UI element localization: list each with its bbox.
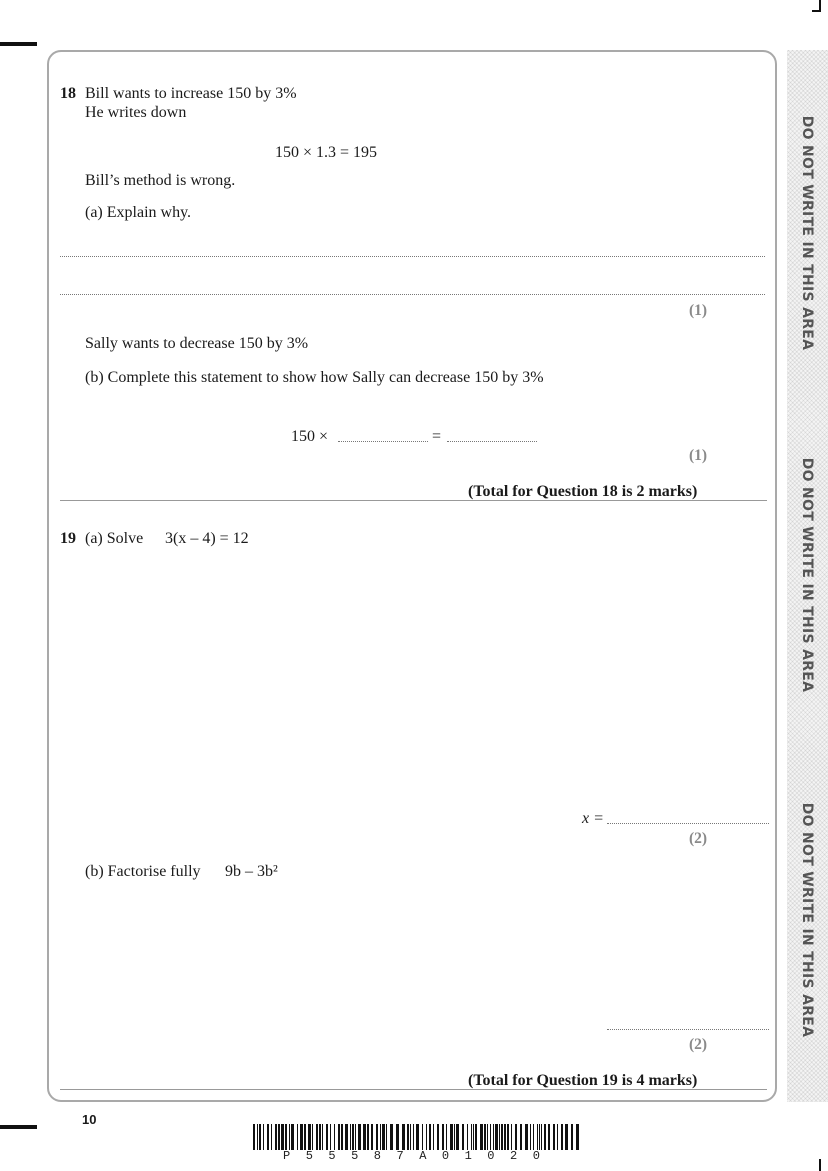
barcode-bar — [263, 1124, 264, 1150]
barcode-bar — [386, 1124, 387, 1150]
barcode-bar — [525, 1124, 528, 1150]
crop-mark-top-right — [819, 0, 821, 10]
q18a-marks: (1) — [689, 302, 708, 319]
q18b-marks: (1) — [689, 447, 708, 464]
barcode-bar — [413, 1124, 414, 1150]
barcode-bar — [259, 1124, 261, 1150]
page-number: 10 — [82, 1112, 97, 1127]
barcode-bar — [515, 1124, 517, 1150]
barcode-bar — [376, 1124, 378, 1150]
q19b-marks: (2) — [689, 1036, 708, 1053]
barcode-bar — [426, 1124, 427, 1150]
barcode-bar — [539, 1124, 540, 1150]
q19a-answer-line[interactable] — [607, 823, 769, 824]
barcode-bar — [271, 1124, 272, 1150]
q19b-answer-line[interactable] — [607, 1029, 769, 1030]
q18-part-a-prompt: (a) Explain why. — [85, 204, 192, 221]
barcode-bar — [442, 1124, 444, 1150]
question-18-number: 18 — [60, 85, 76, 102]
barcode-bar — [475, 1124, 477, 1150]
barcode-bar — [297, 1124, 298, 1150]
barcode-bar — [507, 1124, 509, 1150]
barcode-bar — [326, 1124, 328, 1150]
q19-part-a-equation: 3(x – 4) = 12 — [165, 530, 249, 547]
barcode-bar — [350, 1124, 351, 1150]
barcode-bar — [382, 1124, 385, 1150]
q19-part-a-label: (a) Solve — [85, 530, 144, 547]
barcode-bar — [416, 1124, 419, 1150]
barcode-bar — [363, 1124, 366, 1150]
barcode-bar — [304, 1124, 306, 1150]
q19-part-b-expression: 9b – 3b² — [225, 863, 278, 880]
q19a-answer-label: x = — [582, 810, 604, 827]
barcode-bar — [429, 1124, 431, 1150]
barcode-char: A — [419, 1149, 427, 1163]
barcode-char: 7 — [396, 1149, 404, 1163]
q18b-equals: = — [432, 428, 442, 445]
barcode-bar — [338, 1124, 340, 1150]
side-notice-3: DO NOT WRITE IN THIS AREA — [799, 802, 815, 1038]
barcode-bar — [571, 1124, 573, 1150]
q18-statement: Bill’s method is wrong. — [85, 172, 236, 189]
side-notice-1: DO NOT WRITE IN THIS AREA — [799, 115, 815, 351]
barcode-bar — [537, 1124, 538, 1150]
q18-end-rule — [60, 500, 767, 501]
q19-total: (Total for Question 19 is 4 marks) — [468, 1072, 698, 1089]
barcode-bar — [380, 1124, 381, 1150]
barcode-bar — [462, 1124, 464, 1150]
barcode-bar — [480, 1124, 483, 1150]
q18-part-b-prompt: (b) Complete this statement to show how Sally can decrease 150 by 3% — [85, 369, 544, 386]
barcode-bar — [548, 1124, 550, 1150]
barcode-char: 5 — [305, 1149, 313, 1163]
q18a-answer-line-1[interactable] — [60, 256, 765, 257]
barcode-bar — [322, 1124, 323, 1150]
barcode-bar — [275, 1124, 277, 1150]
barcode-bar — [257, 1124, 258, 1150]
barcode-bar — [487, 1124, 488, 1150]
barcode-bar — [316, 1124, 318, 1150]
barcode-bar — [367, 1124, 369, 1150]
side-notice-2: DO NOT WRITE IN THIS AREA — [799, 457, 815, 693]
barcode-bar — [450, 1124, 453, 1150]
barcode-bar — [402, 1124, 405, 1150]
barcode-bar — [499, 1124, 500, 1150]
barcode-bar — [352, 1124, 354, 1150]
barcode-char: 5 — [351, 1149, 359, 1163]
barcode-bar — [490, 1124, 491, 1150]
barcode-bar — [390, 1124, 393, 1150]
barcode-char: P — [283, 1149, 291, 1163]
barcode-bar — [422, 1124, 423, 1150]
q18-sally-stem: Sally wants to decrease 150 by 3% — [85, 335, 309, 352]
crop-mark-bottom-right — [819, 1159, 821, 1171]
barcode-bar — [456, 1124, 459, 1150]
barcode-bar — [467, 1124, 468, 1150]
barcode-bar — [358, 1124, 361, 1150]
barcode-bar — [267, 1124, 269, 1150]
barcode-char: 0 — [487, 1149, 495, 1163]
barcode-bar — [330, 1124, 331, 1150]
barcode-bar — [565, 1124, 568, 1150]
barcode-bar — [437, 1124, 439, 1150]
barcode-char: 0 — [532, 1149, 540, 1163]
barcode-bar — [484, 1124, 486, 1150]
q19-end-rule — [60, 1089, 767, 1090]
q18b-multiplier-blank[interactable] — [338, 441, 428, 442]
q18-stem-line2: He writes down — [85, 104, 187, 121]
crop-mark-bottom-left — [0, 1125, 37, 1129]
barcode-bar — [396, 1124, 399, 1150]
q18-total: (Total for Question 18 is 2 marks) — [468, 483, 698, 500]
barcode-bar — [291, 1124, 294, 1150]
barcode-char: 0 — [441, 1149, 450, 1163]
barcode-bar — [278, 1124, 280, 1150]
barcode-bar — [319, 1124, 321, 1150]
barcode-bar — [544, 1124, 546, 1150]
barcode-bar — [530, 1124, 531, 1150]
barcode-bar — [504, 1124, 506, 1150]
barcode-bar — [334, 1124, 335, 1150]
barcode-bar — [471, 1124, 472, 1150]
barcode-bar — [410, 1124, 411, 1150]
barcode-bar — [433, 1124, 434, 1150]
crop-mark-top-right-h — [812, 10, 821, 12]
barcode-bar — [308, 1124, 311, 1150]
barcode-bar — [407, 1124, 409, 1150]
barcode-bar — [495, 1124, 498, 1150]
barcode-bar — [285, 1124, 287, 1150]
crop-mark-top-left — [0, 42, 37, 46]
q19-part-b-label: (b) Factorise fully — [85, 863, 201, 880]
q18b-result-blank[interactable] — [447, 441, 537, 442]
q18a-answer-line-2[interactable] — [60, 294, 765, 295]
q18b-expression-start: 150 × — [291, 428, 329, 445]
barcode-bar — [576, 1124, 579, 1150]
barcode-char: 8 — [373, 1149, 381, 1163]
barcode-bar — [300, 1124, 303, 1150]
barcode-bar — [312, 1124, 313, 1150]
barcode-bar — [553, 1124, 555, 1150]
barcode-bar — [341, 1124, 343, 1150]
barcode-bar — [520, 1124, 522, 1150]
barcode-bar — [289, 1124, 290, 1150]
barcode-bar — [345, 1124, 348, 1150]
barcode-bar — [355, 1124, 356, 1150]
barcode-bar — [281, 1124, 284, 1150]
q18-stem-line1: Bill wants to increase 150 by 3% — [85, 85, 297, 102]
barcode-bar — [541, 1124, 542, 1150]
barcode — [253, 1124, 579, 1150]
barcode-bar — [561, 1124, 563, 1150]
barcode-char: 5 — [328, 1149, 336, 1163]
barcode-bar — [454, 1124, 455, 1150]
barcode-bar — [493, 1124, 494, 1150]
question-19-number: 19 — [60, 530, 76, 547]
barcode-char: 2 — [510, 1149, 518, 1163]
barcode-bar — [446, 1124, 447, 1150]
barcode-bar — [253, 1124, 255, 1150]
barcode-bar — [371, 1124, 373, 1150]
barcode-bar — [557, 1124, 558, 1150]
q19a-marks: (2) — [689, 830, 708, 847]
barcode-bar — [501, 1124, 503, 1150]
barcode-bar — [473, 1124, 474, 1150]
q18-bill-equation: 150 × 1.3 = 195 — [275, 144, 378, 161]
barcode-bar — [511, 1124, 512, 1150]
barcode-char: 1 — [464, 1149, 472, 1163]
barcode-bar — [533, 1124, 534, 1150]
